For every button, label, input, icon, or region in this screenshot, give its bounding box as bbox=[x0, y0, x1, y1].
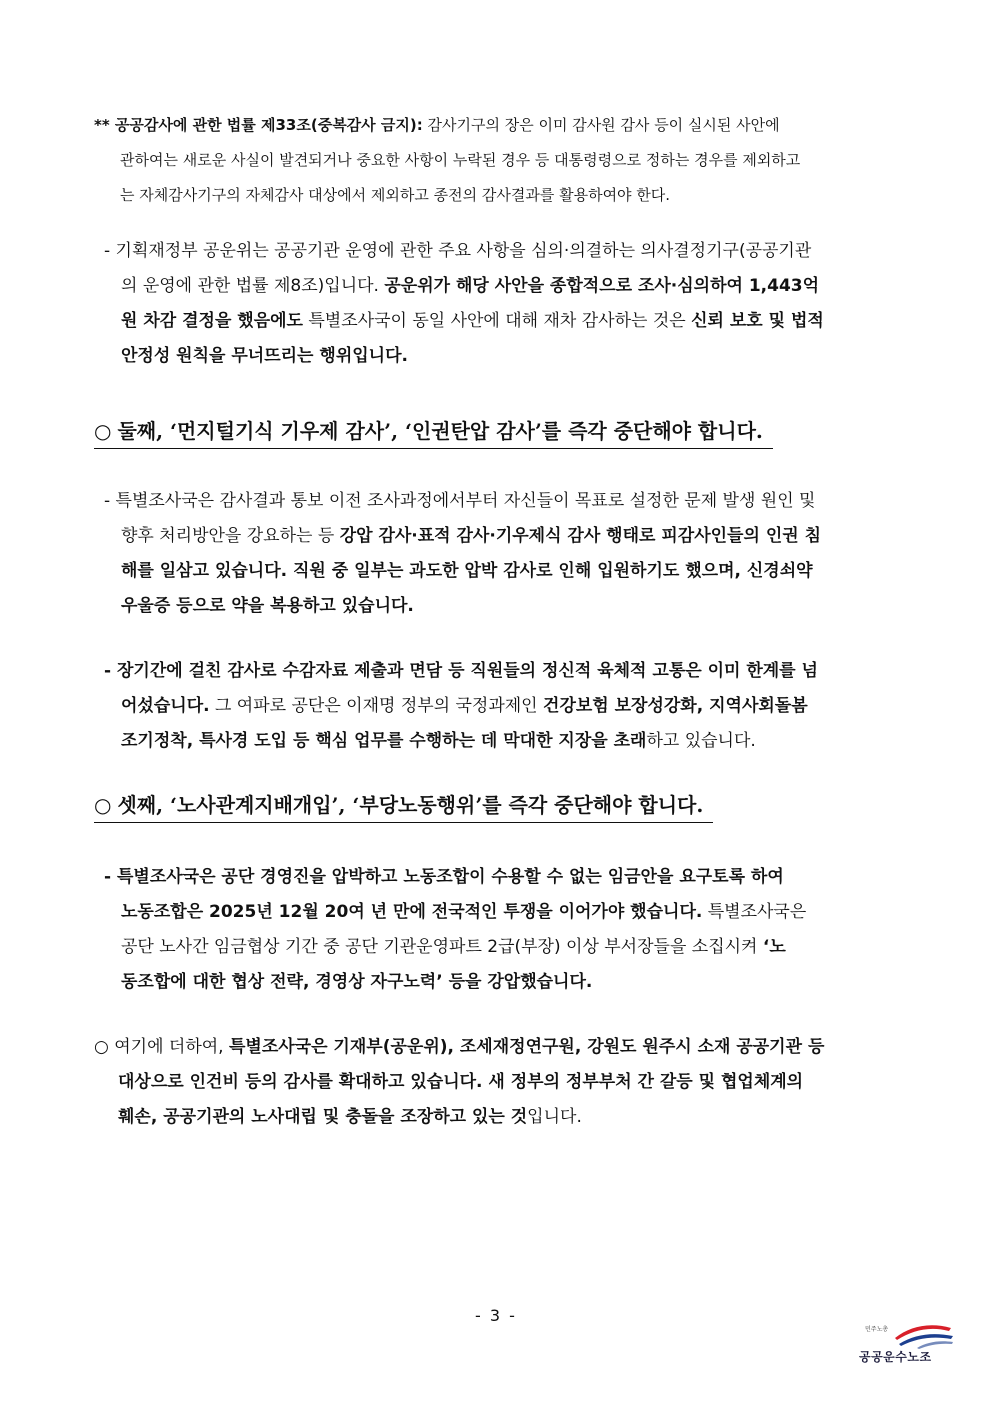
para5-line-1 bbox=[94, 1030, 900, 1065]
para4-text: 특별조사국은 bbox=[702, 902, 807, 922]
para1-bold: 안정성 원칙을 무너뜨리는 행위입니다. bbox=[121, 346, 408, 366]
para3-text: 그 여파로 공단은 이재명 정부의 국정과제인 bbox=[209, 696, 544, 716]
para1-line-1: - 기획재정부 공운위는 공공기관 운영에 관한 주요 사항을 심의·의결하는 의사결정기구(공공기관 bbox=[104, 241, 812, 261]
para1-line-3 bbox=[104, 304, 900, 339]
para3-text: 하고 있습니다. bbox=[646, 731, 756, 751]
paragraph-ppc-decision bbox=[104, 234, 900, 374]
section-heading-third bbox=[94, 790, 713, 823]
para3-bold: 어섰습니다. bbox=[121, 696, 210, 716]
bullet-circle-icon: ○ bbox=[94, 419, 112, 443]
para4-line-1 bbox=[104, 860, 900, 895]
para4-bold: 동조합에 대한 협상 전략, 경영상 자구노력’ 등을 강압했습니다. bbox=[121, 972, 593, 992]
footnote-audit-law bbox=[94, 108, 900, 213]
para4-bold: - 특별조사국은 공단 경영진을 압박하고 노동조합이 수용할 수 없는 임금안을 요구토록 하여 bbox=[104, 867, 784, 887]
bullet-circle-icon: ○ bbox=[94, 793, 112, 817]
para4-text: 공단 노사간 임금협상 기간 중 공단 기관운영파트 2급(부장) 이상 부서장들을 소집시켜 bbox=[121, 937, 763, 957]
para1-text: 의 운영에 관한 법률 제8조)입니다. bbox=[121, 276, 385, 296]
heading-text: 둘째, ‘먼지털기식 기우제 감사’, ‘인권탄압 감사’를 즉각 중단해야 합니다. bbox=[117, 419, 763, 443]
logo-subtitle: 민주노총 bbox=[865, 1326, 889, 1333]
footnote-line-3: 는 자체감사기구의 자체감사 대상에서 제외하고 종전의 감사결과를 활용하여야 한다. bbox=[120, 186, 671, 204]
paragraph-audit-expansion bbox=[94, 1030, 900, 1135]
footnote-line-1 bbox=[94, 108, 900, 143]
paragraph-coercive-audit bbox=[104, 484, 900, 624]
para3-bold: - 장기간에 걸친 감사로 수감자료 제출과 면담 등 직원들의 정신적 육체적 고통은 이미 한계를 넘 bbox=[104, 661, 818, 681]
para3-bold: 조기정착, 특사경 도입 등 핵심 업무를 수행하는 데 막대한 지장을 초래 bbox=[121, 731, 647, 751]
paragraph-labor-intervention bbox=[104, 860, 900, 1000]
para5-bold: 훼손, 공공기관의 노사대립 및 충돌을 조장하고 있는 것 bbox=[118, 1107, 528, 1127]
para4-bold: ‘노 bbox=[762, 937, 786, 957]
para1-bold: 신뢰 보호 및 법적 bbox=[691, 311, 824, 331]
union-logo bbox=[855, 1318, 955, 1368]
para3-bold: 건강보험 보장성강화, 지역사회돌봄 bbox=[543, 696, 808, 716]
para5-text: 입니다. bbox=[527, 1107, 582, 1127]
logo-name: 공공운수노조 bbox=[859, 1350, 932, 1364]
footnote-bold-title: ** 공공감사에 관한 법률 제33조(중복감사 금지): bbox=[94, 116, 423, 134]
para3-line-3 bbox=[104, 724, 900, 759]
paragraph-staff-suffering bbox=[104, 654, 900, 759]
para5-bold: 특별조사국은 기재부(공운위), 조세재정연구원, 강원도 원주시 소재 공공기관 등 bbox=[228, 1037, 825, 1057]
para5-line-3 bbox=[94, 1100, 900, 1135]
para1-line-2 bbox=[104, 269, 900, 304]
para4-line-4 bbox=[104, 965, 900, 1000]
para2-line-4 bbox=[104, 589, 900, 624]
para4-line-2 bbox=[104, 895, 900, 930]
para2-line-1: - 특별조사국은 감사결과 통보 이전 조사과정에서부터 자신들이 목표로 설정한 문제 발생 원인 및 bbox=[104, 491, 816, 511]
para5-text: ○ 여기에 더하여, bbox=[94, 1037, 229, 1057]
para2-bold: 강압 감사·표적 감사·기우제식 감사 행태로 피감사인들의 인권 침 bbox=[339, 526, 822, 546]
footnote-line-2: 관하여는 새로운 사실이 발견되거나 중요한 사항이 누락된 경우 등 대통령령으로 정하는 경우를 제외하고 bbox=[120, 151, 801, 169]
para2-line-2 bbox=[104, 519, 900, 554]
page-number: - 3 - bbox=[475, 1306, 517, 1325]
para3-line-1 bbox=[104, 654, 900, 689]
para2-text: 향후 처리방안을 강요하는 등 bbox=[121, 526, 340, 546]
para1-bold: 공운위가 해당 사안을 종합적으로 조사·심의하여 1,443억 bbox=[384, 276, 820, 296]
para1-bold: 원 차감 결정을 했음에도 bbox=[121, 311, 303, 331]
footnote-text: 감사기구의 장은 이미 감사원 감사 등이 실시된 사안에 bbox=[422, 116, 780, 134]
para5-line-2 bbox=[94, 1065, 900, 1100]
flag-swoosh-icon bbox=[855, 1318, 955, 1350]
para5-bold: 대상으로 인건비 등의 감사를 확대하고 있습니다. 새 정부의 정부부처 간 갈등 및 협업체계의 bbox=[118, 1072, 804, 1092]
para2-line-3 bbox=[104, 554, 900, 589]
heading-text: 셋째, ‘노사관계지배개입’, ‘부당노동행위’를 즉각 중단해야 합니다. bbox=[117, 793, 704, 817]
para4-bold: 노동조합은 2025년 12월 20여 년 만에 전국적인 투쟁을 이어가야 했습니다. bbox=[121, 902, 703, 922]
para2-bold: 해를 일삼고 있습니다. 직원 중 일부는 과도한 압박 감사로 인해 입원하기도 했으며, 신경쇠약 bbox=[121, 561, 813, 581]
section-heading-second bbox=[94, 416, 773, 449]
para3-line-2 bbox=[104, 689, 900, 724]
para1-line-4 bbox=[104, 339, 900, 374]
para1-text: 특별조사국이 동일 사안에 대해 재차 감사하는 것은 bbox=[302, 311, 692, 331]
para2-bold: 우울증 등으로 약을 복용하고 있습니다. bbox=[121, 596, 414, 616]
para4-line-3 bbox=[104, 930, 900, 965]
